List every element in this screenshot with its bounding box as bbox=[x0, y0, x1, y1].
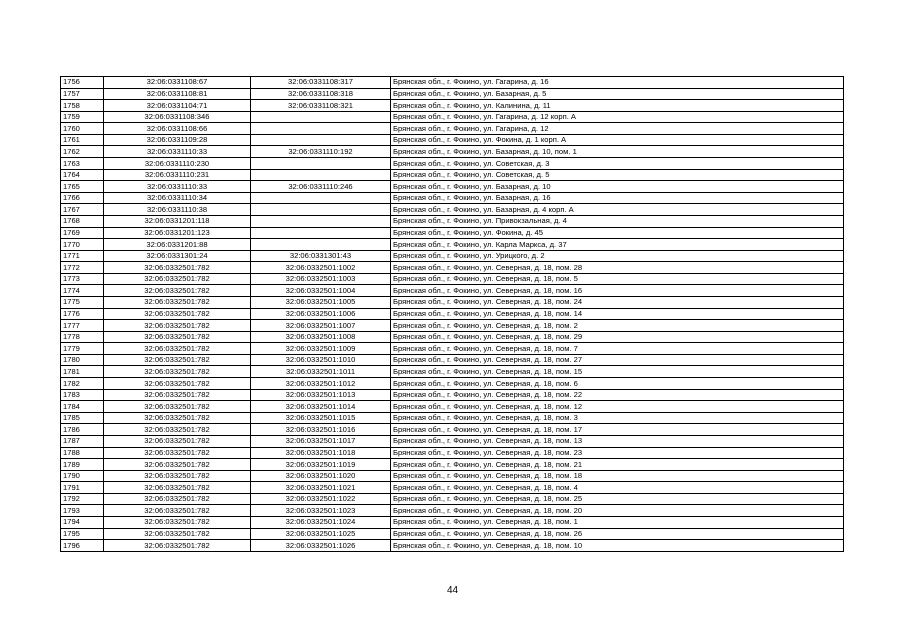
table-row bbox=[61, 447, 844, 459]
address-cell: Брянская обл., г. Фокино, ул. Северная, д. 18, пом. 27 bbox=[391, 354, 844, 366]
related-cadastral-number-cell: 32:06:0332501:1007 bbox=[251, 320, 391, 332]
row-number-cell: 1782 bbox=[61, 378, 104, 390]
address-cell: Брянская обл., г. Фокино, ул. Северная, д. 18, пом. 1 bbox=[391, 516, 844, 528]
related-cadastral-number-cell: 32:06:0332501:1010 bbox=[251, 354, 391, 366]
address-cell: Брянская обл., г. Фокино, ул. Северная, д. 18, пом. 17 bbox=[391, 424, 844, 436]
row-number-cell: 1779 bbox=[61, 343, 104, 355]
table-row bbox=[61, 505, 844, 517]
table-row bbox=[61, 540, 844, 552]
address-cell: Брянская обл., г. Фокино, ул. Северная, д. 18, пом. 16 bbox=[391, 285, 844, 297]
row-number-cell: 1789 bbox=[61, 459, 104, 471]
address-cell: Брянская обл., г. Фокино, ул. Северная, д. 18, пом. 23 bbox=[391, 447, 844, 459]
table-row bbox=[61, 215, 844, 227]
related-cadastral-number-cell: 32:06:0332501:1005 bbox=[251, 296, 391, 308]
cadastral-number-cell: 32:06:0331109:28 bbox=[104, 134, 251, 146]
related-cadastral-number-cell: 32:06:0332501:1016 bbox=[251, 424, 391, 436]
table-row bbox=[61, 424, 844, 436]
table-row bbox=[61, 320, 844, 332]
address-cell: Брянская обл., г. Фокино, ул. Северная, д. 18, пом. 3 bbox=[391, 412, 844, 424]
cadastral-number-cell: 32:06:0331104:71 bbox=[104, 100, 251, 112]
related-cadastral-number-cell: 32:06:0332501:1004 bbox=[251, 285, 391, 297]
cadastral-number-cell: 32:06:0332501:782 bbox=[104, 447, 251, 459]
cadastral-number-cell: 32:06:0332501:782 bbox=[104, 378, 251, 390]
table-row bbox=[61, 343, 844, 355]
cadastral-number-cell: 32:06:0332501:782 bbox=[104, 320, 251, 332]
cadastral-number-cell: 32:06:0331108:67 bbox=[104, 77, 251, 89]
cadastral-number-cell: 32:06:0332501:782 bbox=[104, 435, 251, 447]
address-cell: Брянская обл., г. Фокино, ул. Урицкого, д. 2 bbox=[391, 250, 844, 262]
cadastral-number-cell: 32:06:0332501:782 bbox=[104, 331, 251, 343]
table-row bbox=[61, 88, 844, 100]
related-cadastral-number-cell bbox=[251, 239, 391, 251]
cadastral-number-cell: 32:06:0332501:782 bbox=[104, 424, 251, 436]
row-number-cell: 1784 bbox=[61, 401, 104, 413]
row-number-cell: 1785 bbox=[61, 412, 104, 424]
address-cell: Брянская обл., г. Фокино, ул. Северная, д. 18, пом. 15 bbox=[391, 366, 844, 378]
row-number-cell: 1776 bbox=[61, 308, 104, 320]
cadastral-number-cell: 32:06:0332501:782 bbox=[104, 528, 251, 540]
related-cadastral-number-cell bbox=[251, 111, 391, 123]
table-row bbox=[61, 77, 844, 89]
address-cell: Брянская обл., г. Фокино, ул. Гагарина, д. 16 bbox=[391, 77, 844, 89]
cadastral-number-cell: 32:06:0331108:66 bbox=[104, 123, 251, 135]
row-number-cell: 1760 bbox=[61, 123, 104, 135]
row-number-cell: 1769 bbox=[61, 227, 104, 239]
related-cadastral-number-cell: 32:06:0331110:192 bbox=[251, 146, 391, 158]
table-row bbox=[61, 285, 844, 297]
row-number-cell: 1772 bbox=[61, 262, 104, 274]
address-cell: Брянская обл., г. Фокино, ул. Северная, д. 18, пом. 22 bbox=[391, 389, 844, 401]
table-row bbox=[61, 100, 844, 112]
related-cadastral-number-cell: 32:06:0331110:246 bbox=[251, 181, 391, 193]
related-cadastral-number-cell: 32:06:0332501:1002 bbox=[251, 262, 391, 274]
cadastral-number-cell: 32:06:0332501:782 bbox=[104, 296, 251, 308]
address-cell: Брянская обл., г. Фокино, ул. Северная, д. 18, пом. 26 bbox=[391, 528, 844, 540]
table-row bbox=[61, 435, 844, 447]
related-cadastral-number-cell: 32:06:0331301:43 bbox=[251, 250, 391, 262]
address-cell: Брянская обл., г. Фокино, ул. Северная, д. 18, пом. 28 bbox=[391, 262, 844, 274]
address-cell: Брянская обл., г. Фокино, ул. Северная, д. 18, пом. 4 bbox=[391, 482, 844, 494]
cadastral-number-cell: 32:06:0332501:782 bbox=[104, 366, 251, 378]
related-cadastral-number-cell: 32:06:0332501:1009 bbox=[251, 343, 391, 355]
address-cell: Брянская обл., г. Фокино, ул. Фокина, д. 1 корп. А bbox=[391, 134, 844, 146]
address-cell: Брянская обл., г. Фокино, ул. Фокина, д. 45 bbox=[391, 227, 844, 239]
table-row bbox=[61, 378, 844, 390]
property-register-table bbox=[60, 76, 844, 552]
table-row bbox=[61, 354, 844, 366]
row-number-cell: 1765 bbox=[61, 181, 104, 193]
table-row bbox=[61, 192, 844, 204]
address-cell: Брянская обл., г. Фокино, ул. Северная, д. 18, пом. 7 bbox=[391, 343, 844, 355]
table-row bbox=[61, 470, 844, 482]
row-number-cell: 1768 bbox=[61, 215, 104, 227]
cadastral-number-cell: 32:06:0331110:230 bbox=[104, 158, 251, 170]
table-row bbox=[61, 273, 844, 285]
table-row bbox=[61, 528, 844, 540]
address-cell: Брянская обл., г. Фокино, ул. Советская, д. 3 bbox=[391, 158, 844, 170]
row-number-cell: 1788 bbox=[61, 447, 104, 459]
row-number-cell: 1762 bbox=[61, 146, 104, 158]
row-number-cell: 1770 bbox=[61, 239, 104, 251]
address-cell: Брянская обл., г. Фокино, ул. Советская, д. 5 bbox=[391, 169, 844, 181]
cadastral-number-cell: 32:06:0331108:346 bbox=[104, 111, 251, 123]
related-cadastral-number-cell: 32:06:0332501:1003 bbox=[251, 273, 391, 285]
cadastral-number-cell: 32:06:0332501:782 bbox=[104, 493, 251, 505]
address-cell: Брянская обл., г. Фокино, ул. Северная, д. 18, пом. 24 bbox=[391, 296, 844, 308]
table-row bbox=[61, 158, 844, 170]
address-cell: Брянская обл., г. Фокино, ул. Северная, д. 18, пом. 18 bbox=[391, 470, 844, 482]
address-cell: Брянская обл., г. Фокино, ул. Северная, д. 18, пом. 25 bbox=[391, 493, 844, 505]
table-row bbox=[61, 123, 844, 135]
related-cadastral-number-cell: 32:06:0332501:1017 bbox=[251, 435, 391, 447]
row-number-cell: 1778 bbox=[61, 331, 104, 343]
address-cell: Брянская обл., г. Фокино, ул. Базарная, д. 16 bbox=[391, 192, 844, 204]
table-row bbox=[61, 204, 844, 216]
cadastral-number-cell: 32:06:0332501:782 bbox=[104, 516, 251, 528]
cadastral-number-cell: 32:06:0331110:34 bbox=[104, 192, 251, 204]
row-number-cell: 1756 bbox=[61, 77, 104, 89]
address-cell: Брянская обл., г. Фокино, ул. Базарная, д. 10 bbox=[391, 181, 844, 193]
cadastral-number-cell: 32:06:0331110:33 bbox=[104, 181, 251, 193]
cadastral-number-cell: 32:06:0332501:782 bbox=[104, 343, 251, 355]
address-cell: Брянская обл., г. Фокино, ул. Базарная, д. 4 корп. А bbox=[391, 204, 844, 216]
cadastral-number-cell: 32:06:0332501:782 bbox=[104, 505, 251, 517]
cadastral-number-cell: 32:06:0331108:81 bbox=[104, 88, 251, 100]
table-row bbox=[61, 412, 844, 424]
related-cadastral-number-cell: 32:06:0332501:1015 bbox=[251, 412, 391, 424]
address-cell: Брянская обл., г. Фокино, ул. Северная, д. 18, пом. 29 bbox=[391, 331, 844, 343]
row-number-cell: 1796 bbox=[61, 540, 104, 552]
related-cadastral-number-cell bbox=[251, 215, 391, 227]
cadastral-number-cell: 32:06:0331110:231 bbox=[104, 169, 251, 181]
table-row bbox=[61, 146, 844, 158]
cadastral-number-cell: 32:06:0332501:782 bbox=[104, 482, 251, 494]
related-cadastral-number-cell bbox=[251, 169, 391, 181]
address-cell: Брянская обл., г. Фокино, ул. Северная, д. 18, пом. 20 bbox=[391, 505, 844, 517]
row-number-cell: 1795 bbox=[61, 528, 104, 540]
table-row bbox=[61, 134, 844, 146]
row-number-cell: 1775 bbox=[61, 296, 104, 308]
related-cadastral-number-cell: 32:06:0332501:1021 bbox=[251, 482, 391, 494]
cadastral-number-cell: 32:06:0332501:782 bbox=[104, 285, 251, 297]
cadastral-number-cell: 32:06:0331301:24 bbox=[104, 250, 251, 262]
row-number-cell: 1757 bbox=[61, 88, 104, 100]
cadastral-number-cell: 32:06:0331201:88 bbox=[104, 239, 251, 251]
table-row bbox=[61, 262, 844, 274]
page-number: 44 bbox=[446, 585, 459, 596]
table-row bbox=[61, 366, 844, 378]
related-cadastral-number-cell: 32:06:0332501:1018 bbox=[251, 447, 391, 459]
address-cell: Брянская обл., г. Фокино, ул. Северная, д. 18, пом. 14 bbox=[391, 308, 844, 320]
related-cadastral-number-cell: 32:06:0332501:1012 bbox=[251, 378, 391, 390]
related-cadastral-number-cell: 32:06:0332501:1011 bbox=[251, 366, 391, 378]
related-cadastral-number-cell: 32:06:0332501:1013 bbox=[251, 389, 391, 401]
related-cadastral-number-cell: 32:06:0331108:318 bbox=[251, 88, 391, 100]
related-cadastral-number-cell bbox=[251, 134, 391, 146]
related-cadastral-number-cell: 32:06:0332501:1019 bbox=[251, 459, 391, 471]
related-cadastral-number-cell: 32:06:0332501:1008 bbox=[251, 331, 391, 343]
row-number-cell: 1791 bbox=[61, 482, 104, 494]
related-cadastral-number-cell: 32:06:0331108:321 bbox=[251, 100, 391, 112]
related-cadastral-number-cell: 32:06:0332501:1023 bbox=[251, 505, 391, 517]
address-cell: Брянская обл., г. Фокино, ул. Гагарина, д. 12 корп. А bbox=[391, 111, 844, 123]
row-number-cell: 1766 bbox=[61, 192, 104, 204]
row-number-cell: 1794 bbox=[61, 516, 104, 528]
row-number-cell: 1790 bbox=[61, 470, 104, 482]
cadastral-number-cell: 32:06:0332501:782 bbox=[104, 401, 251, 413]
cadastral-number-cell: 32:06:0332501:782 bbox=[104, 262, 251, 274]
row-number-cell: 1786 bbox=[61, 424, 104, 436]
address-cell: Брянская обл., г. Фокино, ул. Северная, д. 18, пом. 13 bbox=[391, 435, 844, 447]
table-row bbox=[61, 250, 844, 262]
related-cadastral-number-cell: 32:06:0331108:317 bbox=[251, 77, 391, 89]
row-number-cell: 1783 bbox=[61, 389, 104, 401]
related-cadastral-number-cell: 32:06:0332501:1024 bbox=[251, 516, 391, 528]
cadastral-number-cell: 32:06:0332501:782 bbox=[104, 459, 251, 471]
related-cadastral-number-cell bbox=[251, 192, 391, 204]
related-cadastral-number-cell bbox=[251, 204, 391, 216]
row-number-cell: 1787 bbox=[61, 435, 104, 447]
cadastral-number-cell: 32:06:0332501:782 bbox=[104, 273, 251, 285]
address-cell: Брянская обл., г. Фокино, ул. Северная, д. 18, пом. 21 bbox=[391, 459, 844, 471]
table-row bbox=[61, 331, 844, 343]
table-row bbox=[61, 516, 844, 528]
table-row bbox=[61, 239, 844, 251]
cadastral-number-cell: 32:06:0331110:38 bbox=[104, 204, 251, 216]
row-number-cell: 1774 bbox=[61, 285, 104, 297]
cadastral-number-cell: 32:06:0332501:782 bbox=[104, 308, 251, 320]
address-cell: Брянская обл., г. Фокино, ул. Привокзальная, д. 4 bbox=[391, 215, 844, 227]
row-number-cell: 1781 bbox=[61, 366, 104, 378]
row-number-cell: 1777 bbox=[61, 320, 104, 332]
address-cell: Брянская обл., г. Фокино, ул. Северная, д. 18, пом. 10 bbox=[391, 540, 844, 552]
row-number-cell: 1763 bbox=[61, 158, 104, 170]
cadastral-number-cell: 32:06:0331110:33 bbox=[104, 146, 251, 158]
table-row bbox=[61, 169, 844, 181]
table-row bbox=[61, 401, 844, 413]
table-row bbox=[61, 111, 844, 123]
row-number-cell: 1759 bbox=[61, 111, 104, 123]
related-cadastral-number-cell: 32:06:0332501:1022 bbox=[251, 493, 391, 505]
table-body bbox=[61, 77, 844, 552]
table-row bbox=[61, 389, 844, 401]
address-cell: Брянская обл., г. Фокино, ул. Базарная, д. 10, пом. 1 bbox=[391, 146, 844, 158]
row-number-cell: 1780 bbox=[61, 354, 104, 366]
related-cadastral-number-cell: 32:06:0332501:1014 bbox=[251, 401, 391, 413]
row-number-cell: 1764 bbox=[61, 169, 104, 181]
related-cadastral-number-cell bbox=[251, 227, 391, 239]
related-cadastral-number-cell bbox=[251, 123, 391, 135]
address-cell: Брянская обл., г. Фокино, ул. Северная, д. 18, пом. 12 bbox=[391, 401, 844, 413]
address-cell: Брянская обл., г. Фокино, ул. Северная, д. 18, пом. 2 bbox=[391, 320, 844, 332]
related-cadastral-number-cell: 32:06:0332501:1020 bbox=[251, 470, 391, 482]
address-cell: Брянская обл., г. Фокино, ул. Северная, д. 18, пом. 6 bbox=[391, 378, 844, 390]
table-row bbox=[61, 493, 844, 505]
cadastral-number-cell: 32:06:0332501:782 bbox=[104, 470, 251, 482]
cadastral-number-cell: 32:06:0332501:782 bbox=[104, 540, 251, 552]
related-cadastral-number-cell: 32:06:0332501:1026 bbox=[251, 540, 391, 552]
address-cell: Брянская обл., г. Фокино, ул. Карла Маркса, д. 37 bbox=[391, 239, 844, 251]
table-row bbox=[61, 308, 844, 320]
cadastral-number-cell: 32:06:0332501:782 bbox=[104, 354, 251, 366]
table-row bbox=[61, 296, 844, 308]
address-cell: Брянская обл., г. Фокино, ул. Гагарина, д. 12 bbox=[391, 123, 844, 135]
related-cadastral-number-cell: 32:06:0332501:1006 bbox=[251, 308, 391, 320]
cadastral-number-cell: 32:06:0331201:123 bbox=[104, 227, 251, 239]
table-row bbox=[61, 482, 844, 494]
related-cadastral-number-cell: 32:06:0332501:1025 bbox=[251, 528, 391, 540]
address-cell: Брянская обл., г. Фокино, ул. Калинина, д. 11 bbox=[391, 100, 844, 112]
cadastral-number-cell: 32:06:0332501:782 bbox=[104, 412, 251, 424]
row-number-cell: 1792 bbox=[61, 493, 104, 505]
row-number-cell: 1771 bbox=[61, 250, 104, 262]
row-number-cell: 1793 bbox=[61, 505, 104, 517]
address-cell: Брянская обл., г. Фокино, ул. Базарная, д. 5 bbox=[391, 88, 844, 100]
related-cadastral-number-cell bbox=[251, 158, 391, 170]
table-row bbox=[61, 227, 844, 239]
row-number-cell: 1761 bbox=[61, 134, 104, 146]
address-cell: Брянская обл., г. Фокино, ул. Северная, д. 18, пом. 5 bbox=[391, 273, 844, 285]
cadastral-number-cell: 32:06:0331201:118 bbox=[104, 215, 251, 227]
table-row bbox=[61, 459, 844, 471]
row-number-cell: 1758 bbox=[61, 100, 104, 112]
row-number-cell: 1773 bbox=[61, 273, 104, 285]
table-row bbox=[61, 181, 844, 193]
row-number-cell: 1767 bbox=[61, 204, 104, 216]
cadastral-number-cell: 32:06:0332501:782 bbox=[104, 389, 251, 401]
